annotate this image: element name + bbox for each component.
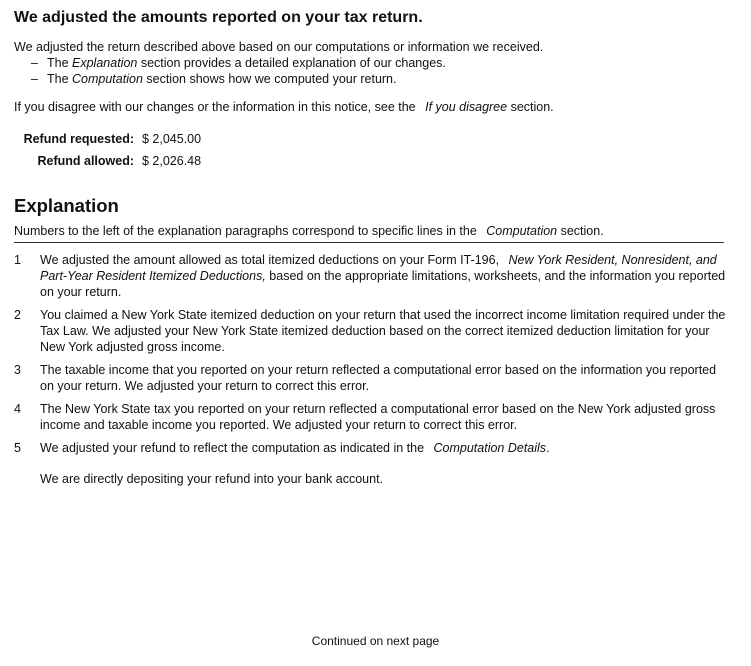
explanation-item-number: 5: [14, 441, 21, 455]
refund-allowed-value: $ 2,026.48: [142, 154, 202, 168]
refund-requested-value: $ 2,045.00: [142, 132, 202, 146]
explanation-item: [14, 307, 726, 355]
explanation-item-number: 3: [14, 363, 21, 377]
bullet-dash: –: [31, 72, 38, 86]
explanation-intro-em: Computation: [486, 224, 558, 238]
disagree-paragraph: [14, 99, 726, 115]
disagree-text-em: If you disagree: [425, 100, 508, 114]
explanation-intro-post: section.: [557, 224, 604, 238]
bullet-dash: –: [31, 56, 38, 70]
disagree-text-post: section.: [507, 100, 554, 114]
intro-paragraph: [14, 39, 726, 87]
explanation-intro: [14, 223, 724, 243]
explanation-item: [14, 401, 726, 433]
bullet-explanation: [14, 55, 726, 71]
refund-allowed-label: Refund allowed:: [37, 154, 134, 168]
intro-bullets: [14, 55, 726, 87]
bullet-text-post: section shows how we computed your return.: [142, 72, 397, 86]
bullet-computation: [14, 71, 726, 87]
explanation-item-text: The New York State tax you reported on your return reflected a computational error based on the New York adjusted gross income and taxable income you reported. We adjusted your return to correct this error.: [40, 402, 716, 432]
page-title: We adjusted the amounts reported on your tax return.: [14, 9, 423, 26]
explanation-item-text: You claimed a New York State itemized deduction on your return that used the incorrect income limitation required under the Tax Law. We adjusted your New York State itemized deduction based on the correct itemized deduction limitation for your New York adjusted gross income.: [40, 308, 726, 354]
bullet-text-em: Explanation: [72, 56, 138, 70]
deposit-note: We are directly depositing your refund into your bank account.: [40, 472, 384, 486]
refund-requested-row: [14, 128, 726, 150]
bullet-text-post: section provides a detailed explanation of our changes.: [137, 56, 446, 70]
explanation-item-number: 2: [14, 308, 21, 322]
explanation-item-text: We adjusted your refund to reflect the computation as indicated in the Computation Details.: [40, 441, 550, 455]
explanation-item: [14, 252, 726, 300]
explanation-item-text: The taxable income that you reported on your return reflected a computational error based on the information you reported on your return. We adjusted your return to correct this error.: [40, 363, 717, 393]
bullet-text-pre: The: [47, 56, 73, 70]
explanation-item: [14, 440, 726, 456]
refund-requested-label: Refund requested:: [23, 132, 134, 146]
explanation-intro-pre: Numbers to the left of the explanation paragraphs correspond to specific lines in the: [14, 224, 481, 238]
refund-amounts: [14, 128, 726, 172]
notice-page: [14, 8, 726, 487]
continued-footer: Continued on next page: [311, 634, 440, 648]
bullet-text-pre: The: [47, 72, 73, 86]
explanation-heading: Explanation: [14, 195, 119, 216]
disagree-text-pre: If you disagree with our changes or the information in this notice, see the: [14, 100, 420, 114]
explanation-item-text: We adjusted the amount allowed as total itemized deductions on your Form IT-196, New York Resident, Nonresident, and Part-Year Resident Itemized Deductions, based on the appropriate limitations, worksheets, and the information you reported on your return.: [40, 253, 726, 299]
explanation-item-number: 1: [14, 253, 21, 267]
explanation-item-number: 4: [14, 402, 21, 416]
refund-allowed-row: [14, 150, 726, 172]
intro-line: We adjusted the return described above based on our computations or information we received.: [14, 40, 544, 54]
bullet-text-em: Computation: [72, 72, 143, 86]
explanation-item: [14, 362, 726, 394]
